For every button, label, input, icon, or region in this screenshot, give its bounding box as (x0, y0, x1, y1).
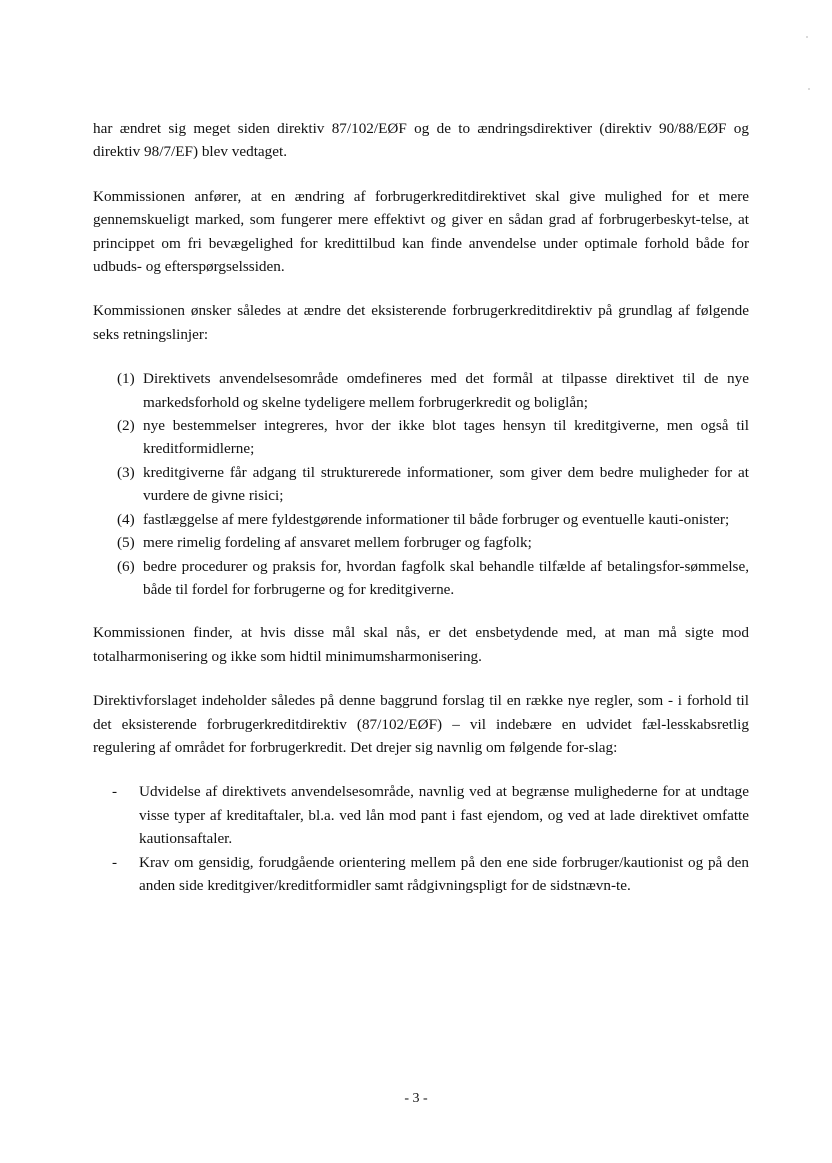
proposals-list (93, 780, 749, 897)
list-item (117, 555, 749, 602)
list-item-text: nye bestemmelser integreres, hvor der ikke blot tages hensyn til kreditgiverne, men også til kreditformidlerne; (143, 417, 749, 458)
list-item-number: (5) (117, 534, 135, 552)
list-item (117, 367, 749, 414)
list-item-number: (2) (117, 417, 135, 435)
list-item (117, 414, 749, 461)
list-item-dash: - (112, 853, 118, 871)
list-item-number: (3) (117, 463, 135, 481)
list-item-text: Krav om gensidig, forudgående orientering mellem på den ene side forbruger/kautionist og på den anden side kreditgiver/kreditformidler samt rådgivningspligt for de sidstnævn-te. (139, 853, 749, 894)
list-item-number: (6) (117, 557, 135, 575)
list-item (117, 461, 749, 508)
list-item-number: (4) (117, 510, 135, 528)
document-body (93, 117, 749, 897)
list-item (117, 531, 749, 554)
scan-speck (808, 88, 810, 90)
list-item-text: kreditgiverne får adgang til strukturerede informationer, som giver dem bedre muligheder for at vurdere de givne risici; (143, 463, 749, 505)
paragraph-1: har ændret sig meget siden direktiv 87/102/EØF og de to ændringsdirektiver (direktiv 90/88/EØF og direktiv 98/7/EF) blev vedtaget. (93, 120, 749, 161)
list-item-text: bedre procedurer og praksis for, hvordan fagfolk skal behandle tilfælde af betalingsfor-sømmelse, både til fordel for forbrugerne og for kreditgiverne. (143, 557, 749, 598)
guidelines-list (93, 367, 749, 601)
list-item-text: Direktivets anvendelsesområde omdefineres med det formål at tilpasse direktivet til de nye markedsforhold og skelne tydeligere mellem forbrugerkredit og boliglån; (143, 370, 749, 411)
list-item-text: mere rimelig fordeling af ansvaret mellem forbruger og fagfolk; (143, 534, 532, 552)
paragraph-3: Kommissionen ønsker således at ændre det eksisterende forbrugerkreditdirektiv på grundlag af følgende seks retningslinjer: (93, 302, 749, 343)
list-item-text: Udvidelse af direktivets anvendelsesområde, navnlig ved at begrænse mulighederne for at undtage visse typer af kreditaftaler, bl.a. ved lån mod pant i fast ejendom, og ved at lade direktivet omfatte kautionsaftaler. (139, 783, 749, 848)
list-item (112, 851, 749, 898)
list-item (117, 508, 749, 531)
list-item (112, 780, 749, 850)
list-item-number: (1) (117, 370, 135, 388)
list-item-dash: - (112, 783, 118, 801)
paragraph-4: Kommissionen finder, at hvis disse mål skal nås, er det ensbetydende med, at man må sigte mod totalharmonisering og ikke som hidtil minimumsharmonisering. (93, 624, 749, 665)
scan-speck (806, 36, 808, 38)
page-number: - 3 - (404, 1091, 428, 1106)
paragraph-2: Kommissionen anfører, at en ændring af forbrugerkreditdirektivet skal give mulighed for et mere gennemskueligt marked, som fungerer mere effektivt og giver en sådan grad af forbrugerbeskyt-telse, at princippet om fri bevægelighed for kredittilbud kan finde anvendelse under optimale forhold både for udbuds- og efterspørgselssiden. (93, 187, 749, 276)
list-item-text: fastlæggelse af mere fyldestgørende informationer til både forbruger og eventuelle kauti-onister; (143, 510, 730, 528)
paragraph-5: Direktivforslaget indeholder således på denne baggrund forslag til en række nye regler, som - i forhold til det eksisterende forbrugerkreditdirektiv (87/102/EØF) – vil indebære en udvidet fæl-lesskabsretlig regulering af området for forbrugerkredit. Det drejer sig navnlig om følgende for-slag: (93, 692, 749, 756)
